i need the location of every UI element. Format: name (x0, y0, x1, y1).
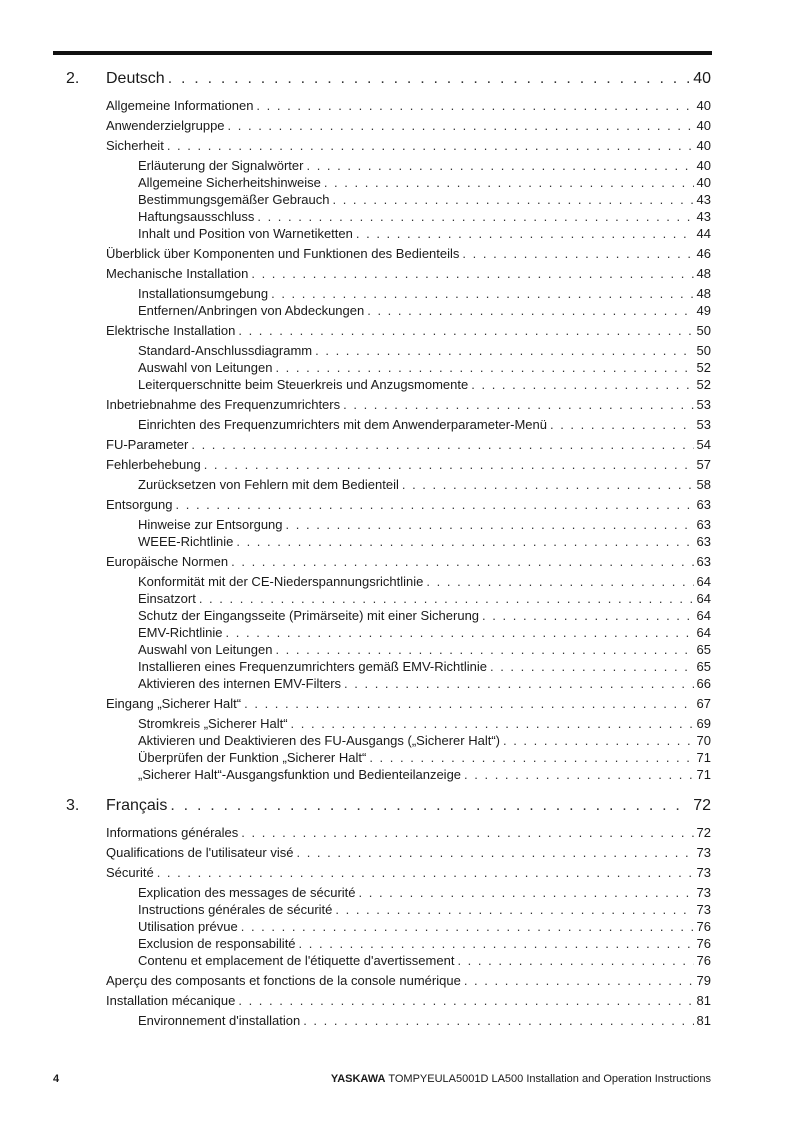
toc-entry[interactable] (106, 554, 711, 570)
dot-leader (241, 825, 693, 840)
toc-entry-page-number: 81 (696, 993, 711, 1008)
toc-entry-title: Installation mécanique (106, 993, 236, 1008)
toc-subentry-title: Einrichten des Frequenzumrichters mit dem Anwenderparameter-Menü (138, 417, 547, 432)
footer-brand: YASKAWA (330, 1073, 386, 1085)
toc-subentry[interactable] (138, 158, 711, 174)
toc-entry-page-number: 63 (696, 554, 711, 569)
dot-leader (402, 477, 694, 492)
dot-leader (228, 118, 694, 133)
toc-entry-page-number: 50 (696, 323, 711, 338)
toc-entry[interactable] (106, 457, 711, 473)
toc-entry-page-number: 73 (696, 845, 711, 860)
chapter-heading[interactable] (106, 797, 711, 817)
toc-subentry-page-number: 64 (696, 574, 711, 589)
toc-entry-page-number: 40 (696, 138, 711, 153)
toc-subentry-page-number: 76 (696, 953, 711, 968)
toc-subentry-title: Auswahl von Leitungen (138, 360, 273, 375)
toc-subentry-page-number: 64 (696, 625, 711, 640)
toc-subentry-page-number: 50 (696, 343, 711, 358)
toc-entry-title: FU-Parameter (106, 437, 189, 452)
toc-subentry-title: Leiterquerschnitte beim Steuerkreis und Anzugsmomente (138, 377, 469, 392)
dot-leader (344, 676, 694, 691)
chapter-heading-title: Français (106, 797, 168, 814)
dot-leader (343, 397, 693, 412)
dot-leader (157, 865, 694, 880)
dot-leader (550, 417, 694, 432)
toc-entry-title: Sécurité (106, 865, 154, 880)
toc-entry-title: Eingang „Sicherer Halt“ (106, 696, 242, 711)
toc-subentry-title: Installationsumgebung (138, 286, 269, 301)
toc-subentry[interactable] (138, 591, 711, 607)
toc-subentry-title: Stromkreis „Sicherer Halt“ (138, 716, 288, 731)
toc-entry[interactable] (106, 98, 711, 114)
toc-entry-page-number: 46 (696, 246, 711, 261)
toc-subentry-title: Erläuterung der Signalwörter (138, 158, 304, 173)
toc-subentry-title: WEEE-Richtlinie (138, 534, 234, 549)
dot-leader (367, 303, 693, 318)
toc-subentry[interactable] (138, 608, 711, 624)
dot-leader (503, 733, 694, 748)
toc-subentry-page-number: 52 (696, 360, 711, 375)
toc-subentry-title: Exclusion de responsabilité (138, 936, 296, 951)
dot-leader (462, 246, 693, 261)
toc-entry-page-number: 54 (696, 437, 711, 452)
dot-leader (359, 885, 694, 900)
toc-subentry[interactable] (138, 477, 711, 493)
chapter-number: 3. (66, 797, 80, 814)
toc-entry-title: Inbetriebnahme des Frequenzumrichters (106, 397, 341, 412)
toc-entry[interactable] (106, 266, 711, 282)
toc-subentry[interactable] (138, 360, 711, 376)
dot-leader (335, 902, 693, 917)
dot-leader (315, 343, 693, 358)
toc-subentry[interactable] (138, 175, 711, 191)
toc-subentry[interactable] (138, 343, 711, 359)
toc-entry[interactable] (106, 825, 711, 841)
toc-entry-page-number: 53 (696, 397, 711, 412)
toc-subentry-page-number: 71 (696, 767, 711, 782)
dot-leader (332, 192, 693, 207)
toc-subentry-page-number: 70 (696, 733, 711, 748)
toc-entry-title: Qualifications de l'utilisateur visé (106, 845, 294, 860)
toc-subentry[interactable] (138, 1013, 711, 1029)
toc-entry[interactable] (106, 845, 711, 861)
dot-leader (457, 953, 693, 968)
toc-subentry[interactable] (138, 209, 711, 225)
dot-leader (238, 993, 693, 1008)
toc-subentry-title: Überprüfen der Funktion „Sicherer Halt“ (138, 750, 367, 765)
toc-subentry-page-number: 73 (696, 885, 711, 900)
toc-subentry-title: EMV-Richtlinie (138, 625, 223, 640)
toc-subentry-title: Schutz der Eingangsseite (Primärseite) mit einer Sicherung (138, 608, 480, 623)
toc-subentry-page-number: 49 (696, 303, 711, 318)
toc-subentry-page-number: 76 (696, 936, 711, 951)
toc-entry-page-number: 63 (696, 497, 711, 512)
dot-leader (291, 716, 694, 731)
dot-leader (204, 457, 694, 472)
dot-leader (464, 973, 694, 988)
toc-entry-page-number: 72 (696, 825, 711, 840)
chapter-heading-page-number: 72 (693, 797, 711, 814)
toc-subentry[interactable] (138, 919, 711, 935)
toc-subentry-title: Aktivieren des internen EMV-Filters (138, 676, 342, 691)
toc-subentry-page-number: 52 (696, 377, 711, 392)
toc-subentry-title: Installieren eines Frequenzumrichters gemäß EMV-Richtlinie (138, 659, 487, 674)
toc-entry-title: Informations générales (106, 825, 239, 840)
dot-leader (369, 750, 693, 765)
toc-subentry-page-number: 58 (696, 477, 711, 492)
toc-subentry-page-number: 64 (696, 591, 711, 606)
toc-entry-title: Elektrische Installation (106, 323, 236, 338)
dot-leader (251, 266, 693, 281)
dot-leader (482, 608, 693, 623)
toc-entry-page-number: 40 (696, 98, 711, 113)
toc-subentry-title: Auswahl von Leitungen (138, 642, 273, 657)
dot-leader (199, 591, 694, 606)
dot-leader (168, 70, 691, 88)
toc-entry-title: Anwenderzielgruppe (106, 118, 225, 133)
toc-subentry-title: Entfernen/Anbringen von Abdeckungen (138, 303, 365, 318)
dot-leader (296, 845, 693, 860)
footer-document-title (331, 1073, 711, 1085)
toc-subentry[interactable] (138, 192, 711, 208)
dot-leader (464, 767, 694, 782)
toc-subentry-title: „Sicherer Halt“-Ausgangsfunktion und Bedienteilanzeige (138, 767, 462, 782)
footer-document-name: TOMPYEULA5001D LA500 Installation and Operation Instructions (388, 1073, 711, 1085)
dot-leader (241, 919, 694, 934)
toc-subentry[interactable] (138, 676, 711, 692)
toc-subentry-page-number: 81 (696, 1013, 711, 1028)
chapter-heading[interactable] (106, 70, 711, 90)
dot-leader (356, 226, 694, 241)
toc-subentry-page-number: 71 (696, 750, 711, 765)
toc-subentry[interactable] (138, 417, 711, 433)
toc-subentry[interactable] (138, 885, 711, 901)
dot-leader (303, 1013, 693, 1028)
toc-subentry-page-number: 43 (696, 192, 711, 207)
toc-entry[interactable] (106, 696, 711, 712)
toc-subentry-page-number: 76 (696, 919, 711, 934)
toc-subentry-title: Aktivieren und Deaktivieren des FU-Ausgangs („Sicherer Halt“) (138, 733, 500, 748)
toc-subentry-title: Contenu et emplacement de l'étiquette d'avertissement (138, 953, 455, 968)
dot-leader (275, 642, 693, 657)
toc-subentry[interactable] (138, 902, 711, 918)
toc-entry-page-number: 48 (696, 266, 711, 281)
toc-entry[interactable] (106, 993, 711, 1009)
toc-entry[interactable] (106, 323, 711, 339)
toc-subentry-page-number: 63 (696, 534, 711, 549)
toc-subentry-page-number: 69 (696, 716, 711, 731)
dot-leader (238, 323, 693, 338)
toc-entry-title: Sicherheit (106, 138, 164, 153)
toc-subentry-page-number: 40 (696, 158, 711, 173)
toc-entry[interactable] (106, 138, 711, 154)
toc-entry[interactable] (106, 973, 711, 989)
toc-subentry[interactable] (138, 226, 711, 242)
toc-entry-title: Fehlerbehebung (106, 457, 201, 472)
toc-subentry[interactable] (138, 303, 711, 319)
toc-subentry-page-number: 48 (696, 286, 711, 301)
toc-subentry-page-number: 43 (696, 209, 711, 224)
toc-entry-page-number: 40 (696, 118, 711, 133)
toc-subentry[interactable] (138, 716, 711, 732)
toc-entry-title: Aperçu des composants et fonctions de la console numérique (106, 973, 461, 988)
toc-subentry-page-number: 65 (696, 659, 711, 674)
toc-subentry-title: Hinweise zur Entsorgung (138, 517, 283, 532)
chapter-heading-title: Deutsch (106, 70, 165, 87)
dot-leader (231, 554, 693, 569)
toc-entry-title: Entsorgung (106, 497, 173, 512)
toc-entry-page-number: 67 (696, 696, 711, 711)
dot-leader (306, 158, 693, 173)
toc-subentry[interactable] (138, 286, 711, 302)
toc-subentry-title: Explication des messages de sécurité (138, 885, 356, 900)
dot-leader (257, 209, 693, 224)
toc-entry-title: Allgemeine Informationen (106, 98, 254, 113)
toc-subentry[interactable] (138, 733, 711, 749)
toc-subentry-title: Haftungsausschluss (138, 209, 255, 224)
toc-entry[interactable] (106, 246, 711, 262)
dot-leader (299, 936, 694, 951)
toc-entry-title: Europäische Normen (106, 554, 229, 569)
chapter-heading-page-number: 40 (693, 70, 711, 87)
toc-entry-page-number: 57 (696, 457, 711, 472)
dot-leader (176, 497, 694, 512)
toc-subentry-title: Zurücksetzen von Fehlern mit dem Bedienteil (138, 477, 399, 492)
dot-leader (226, 625, 694, 640)
toc-entry[interactable] (106, 865, 711, 881)
toc-subentry-page-number: 44 (696, 226, 711, 241)
dot-leader (256, 98, 693, 113)
toc-subentry-title: Standard-Anschlussdiagramm (138, 343, 313, 358)
toc-entry[interactable] (106, 118, 711, 134)
toc-subentry-title: Instructions générales de sécurité (138, 902, 333, 917)
toc-subentry-title: Allgemeine Sicherheitshinweise (138, 175, 321, 190)
chapter-number: 2. (66, 70, 80, 87)
dot-leader (426, 574, 693, 589)
toc-entry[interactable] (106, 397, 711, 413)
top-rule (53, 51, 712, 55)
dot-leader (244, 696, 693, 711)
dot-leader (271, 286, 693, 301)
dot-leader (275, 360, 693, 375)
toc-entry[interactable] (106, 437, 711, 453)
toc-subentry[interactable] (138, 625, 711, 641)
toc-subentry[interactable] (138, 767, 711, 783)
toc-subentry[interactable] (138, 574, 711, 590)
toc-subentry-page-number: 66 (696, 676, 711, 691)
dot-leader (167, 138, 694, 153)
toc-subentry-title: Konformität mit der CE-Niederspannungsrichtlinie (138, 574, 424, 589)
dot-leader (324, 175, 694, 190)
toc-subentry[interactable] (138, 377, 711, 393)
toc-entry-page-number: 73 (696, 865, 711, 880)
toc-subentry-title: Environnement d'installation (138, 1013, 301, 1028)
toc-subentry-title: Bestimmungsgemäßer Gebrauch (138, 192, 330, 207)
toc-subentry[interactable] (138, 642, 711, 658)
toc-subentry[interactable] (138, 517, 711, 533)
toc-subentry[interactable] (138, 953, 711, 969)
toc-subentry-page-number: 64 (696, 608, 711, 623)
dot-leader (471, 377, 693, 392)
toc-subentry[interactable] (138, 936, 711, 952)
toc-subentry[interactable] (138, 534, 711, 550)
footer-page-number: 4 (53, 1073, 60, 1085)
toc-subentry-title: Utilisation prévue (138, 919, 238, 934)
dot-leader (191, 437, 693, 452)
toc-entry-title: Mechanische Installation (106, 266, 249, 281)
toc-entry-page-number: 79 (696, 973, 711, 988)
toc-subentry-page-number: 63 (696, 517, 711, 532)
dot-leader (490, 659, 694, 674)
toc-subentry-title: Inhalt und Position von Warnetiketten (138, 226, 353, 241)
toc-subentry[interactable] (138, 750, 711, 766)
dot-leader (170, 797, 690, 815)
toc-subentry[interactable] (138, 659, 711, 675)
dot-leader (286, 517, 694, 532)
toc-subentry-page-number: 65 (696, 642, 711, 657)
dot-leader (236, 534, 693, 549)
toc-subentry-title: Einsatzort (138, 591, 196, 606)
toc-entry-title: Überblick über Komponenten und Funktionen des Bedienteils (106, 246, 460, 261)
toc-subentry-page-number: 53 (696, 417, 711, 432)
toc-subentry-page-number: 40 (696, 175, 711, 190)
toc-entry[interactable] (106, 497, 711, 513)
toc-subentry-page-number: 73 (696, 902, 711, 917)
